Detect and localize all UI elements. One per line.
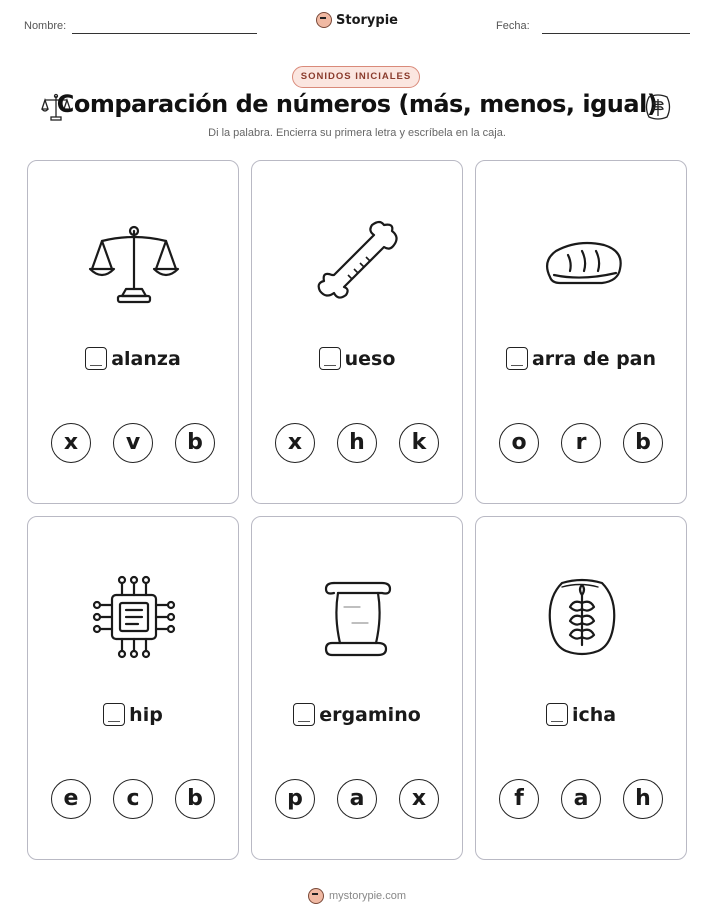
footer <box>0 888 714 907</box>
letter-options <box>476 423 686 463</box>
word-ending: alanza <box>111 347 181 370</box>
answer-box[interactable] <box>506 347 528 370</box>
letter-option[interactable]: x <box>275 423 315 463</box>
word-card <box>475 160 687 504</box>
answer-box[interactable] <box>103 703 125 726</box>
letter-option[interactable]: c <box>113 779 153 819</box>
microchip-icon <box>84 567 184 667</box>
letter-option[interactable]: e <box>51 779 91 819</box>
word-prompt <box>28 703 238 726</box>
letter-option[interactable]: p <box>275 779 315 819</box>
date-label: Fecha: <box>496 20 530 32</box>
letter-options <box>252 423 462 463</box>
brand-logo <box>0 12 714 32</box>
letter-option[interactable]: b <box>175 779 215 819</box>
brand-name: Storypie <box>336 12 398 28</box>
letter-option[interactable]: h <box>623 779 663 819</box>
word-card <box>251 160 463 504</box>
footer-url[interactable]: mystorypie.com <box>328 890 407 902</box>
wheat-token-icon <box>532 567 632 667</box>
word-ending: arra de pan <box>531 347 657 370</box>
balance-scale-icon <box>84 211 184 311</box>
word-prompt <box>28 347 238 370</box>
name-label: Nombre: <box>24 20 67 32</box>
letter-option[interactable]: o <box>499 423 539 463</box>
answer-box[interactable] <box>293 703 315 726</box>
word-ending: ueso <box>344 347 396 370</box>
word-ending: ergamino <box>319 703 421 726</box>
letter-option[interactable]: f <box>499 779 539 819</box>
letter-option[interactable]: r <box>561 423 601 463</box>
word-prompt <box>476 347 686 370</box>
word-card <box>27 160 239 504</box>
word-card <box>475 516 687 860</box>
letter-option[interactable]: b <box>175 423 215 463</box>
letter-options <box>28 423 238 463</box>
letter-options <box>476 779 686 819</box>
mascot-icon <box>308 888 324 904</box>
answer-box[interactable] <box>546 703 568 726</box>
letter-option[interactable]: k <box>399 423 439 463</box>
letter-options <box>252 779 462 819</box>
letter-option[interactable]: v <box>113 423 153 463</box>
answer-box[interactable] <box>85 347 107 370</box>
mascot-icon <box>316 12 332 28</box>
category-pill: SONIDOS INICIALES <box>292 66 420 88</box>
bone-icon <box>308 211 408 311</box>
instructions: Di la palabra. Encierra su primera letra y escríbela en la caja. <box>208 127 506 139</box>
letter-option[interactable]: a <box>337 779 377 819</box>
word-prompt <box>476 703 686 726</box>
word-prompt <box>252 347 462 370</box>
answer-box[interactable] <box>319 347 341 370</box>
page-title: Comparación de números (más, menos, igual) <box>56 90 658 118</box>
letter-options <box>28 779 238 819</box>
letter-option[interactable]: x <box>51 423 91 463</box>
word-card <box>251 516 463 860</box>
letter-option[interactable]: b <box>623 423 663 463</box>
parchment-scroll-icon <box>308 567 408 667</box>
word-ending: hip <box>129 703 163 726</box>
wheat-token-icon <box>643 92 673 122</box>
letter-option[interactable]: x <box>399 779 439 819</box>
word-prompt <box>252 703 462 726</box>
bread-loaf-icon <box>532 211 632 311</box>
date-line[interactable] <box>542 33 690 34</box>
word-ending: icha <box>571 703 617 726</box>
name-line[interactable] <box>72 33 257 34</box>
letter-option[interactable]: a <box>561 779 601 819</box>
word-card <box>27 516 239 860</box>
letter-option[interactable]: h <box>337 423 377 463</box>
